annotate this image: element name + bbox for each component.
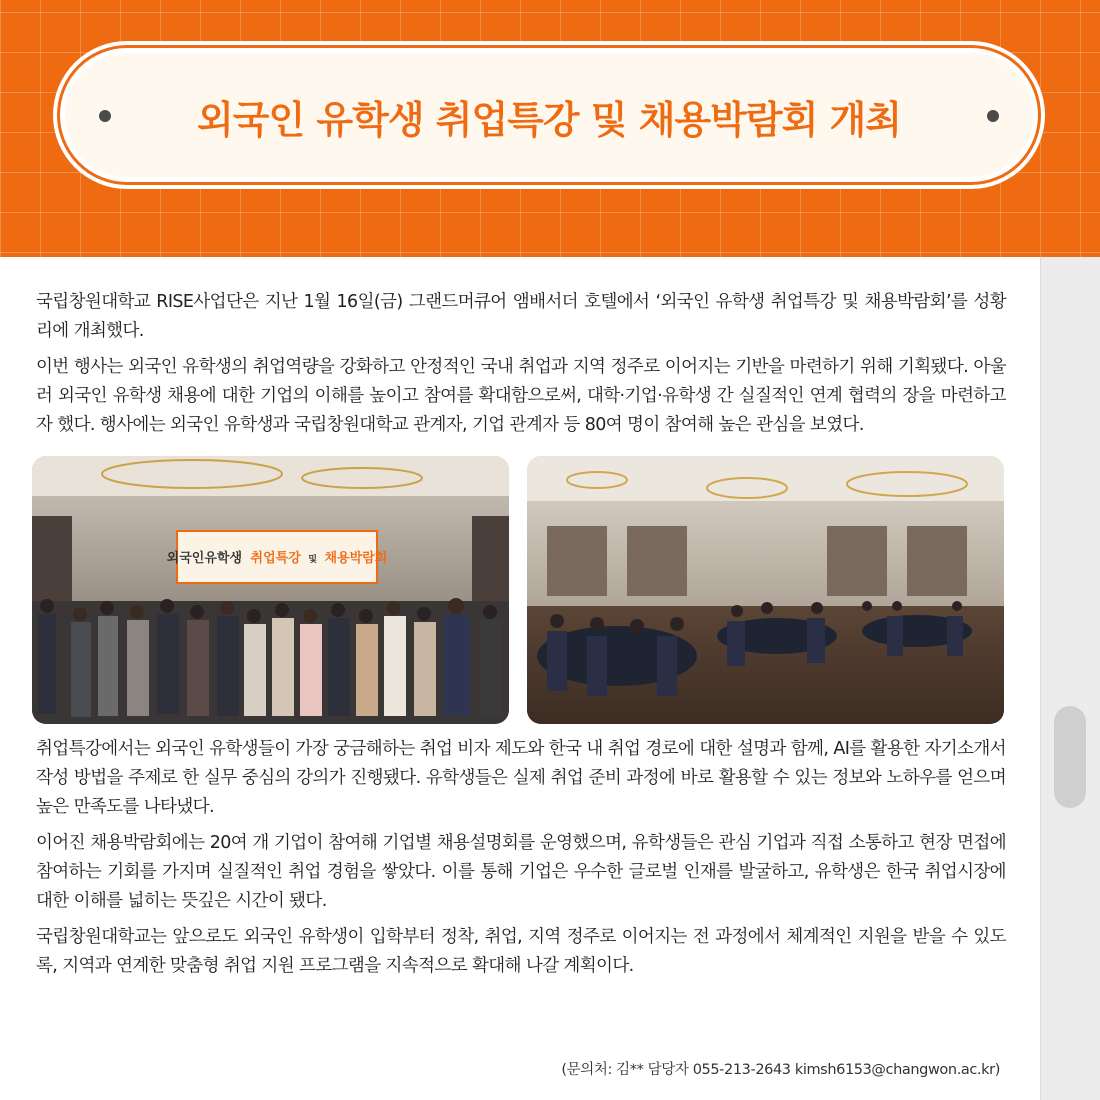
banner-text: 취업특강 <box>250 551 301 566</box>
paragraph: 국립창원대학교는 앞으로도 외국인 유학생이 입학부터 정착, 취업, 지역 정주로 이어지는 전 과정에서 체계적인 지원을 받을 수 있도록, 지역과 연계한 맞춤형 취업 지원 프로그램을 지속적으로 확대해 나갈 계획이다. <box>36 927 1006 976</box>
banner-text: 외국인유학생 <box>166 551 243 566</box>
event-hall-photo <box>527 456 1004 724</box>
paragraph: 취업특강에서는 외국인 유학생들이 가장 궁금해하는 취업 비자 제도와 한국 내 취업 경로에 대한 설명과 함께, AI를 활용한 자기소개서 작성 방법을 주제로 한 실무 중심의 강의가 진행됐다. 유학생들은 실제 취업 준비 과정에 바로 활용할 수 있는 정보와 노하우를 얻으며 높은 만족도를 나타냈다. <box>36 739 1006 817</box>
bullet-dot-icon <box>987 110 999 122</box>
article-body-bottom <box>36 735 1006 988</box>
paragraph: 이번 행사는 외국인 유학생의 취업역량을 강화하고 안정적인 국내 취업과 지역 정주로 이어지는 기반을 마련하기 위해 기획됐다. 아울러 외국인 유학생 채용에 대한 기업의 이해를 높이고 참여를 확대함으로써, 대학·기업·유학생 간 실질적인 연계 협력의 장을 마련하고자 했다. 행사에는 외국인 유학생과 국립창원대학교 관계자, 기업 관계자 등 80여 명이 참여해 높은 관심을 보였다. <box>36 357 1006 435</box>
banner-text: 및 <box>308 555 318 565</box>
header-banner <box>0 0 1100 257</box>
page-title: 외국인 유학생 취업특강 및 채용박람회 개최 <box>197 98 901 142</box>
scrollbar-thumb[interactable] <box>1054 706 1086 808</box>
paragraph: 국립창원대학교 RISE사업단은 지난 1월 16일(금) 그랜드머큐어 앰배서더 호텔에서 ‘외국인 유학생 취업특강 및 채용박람회’를 성황리에 개최했다. <box>36 292 1006 341</box>
group-photo <box>32 456 509 724</box>
photo-gallery <box>32 456 1004 724</box>
paragraph: 이어진 채용박람회에는 20여 개 기업이 참여해 기업별 채용설명회를 운영했으며, 유학생들은 관심 기업과 직접 소통하고 현장 면접에 참여하는 기회를 가지며 실질적인 취업 경험을 쌓았다. 이를 통해 기업은 우수한 글로벌 인재를 발굴하고, 유학생은 한국 취업시장에 대한 이해를 넓히는 뜻깊은 시간이 됐다. <box>36 833 1006 911</box>
banner-text: 채용박람회 <box>324 551 388 566</box>
svg-text:외국인유학생 취업특강 및 <box>167 550 388 566</box>
contact-info: (문의처: 김** 담당자 055-213-2643 kimsh6153@changwon.ac.kr) <box>561 1062 1000 1078</box>
title-pill <box>60 48 1038 182</box>
scrollbar-track[interactable] <box>1040 257 1100 1100</box>
article-body-top <box>36 288 1006 447</box>
